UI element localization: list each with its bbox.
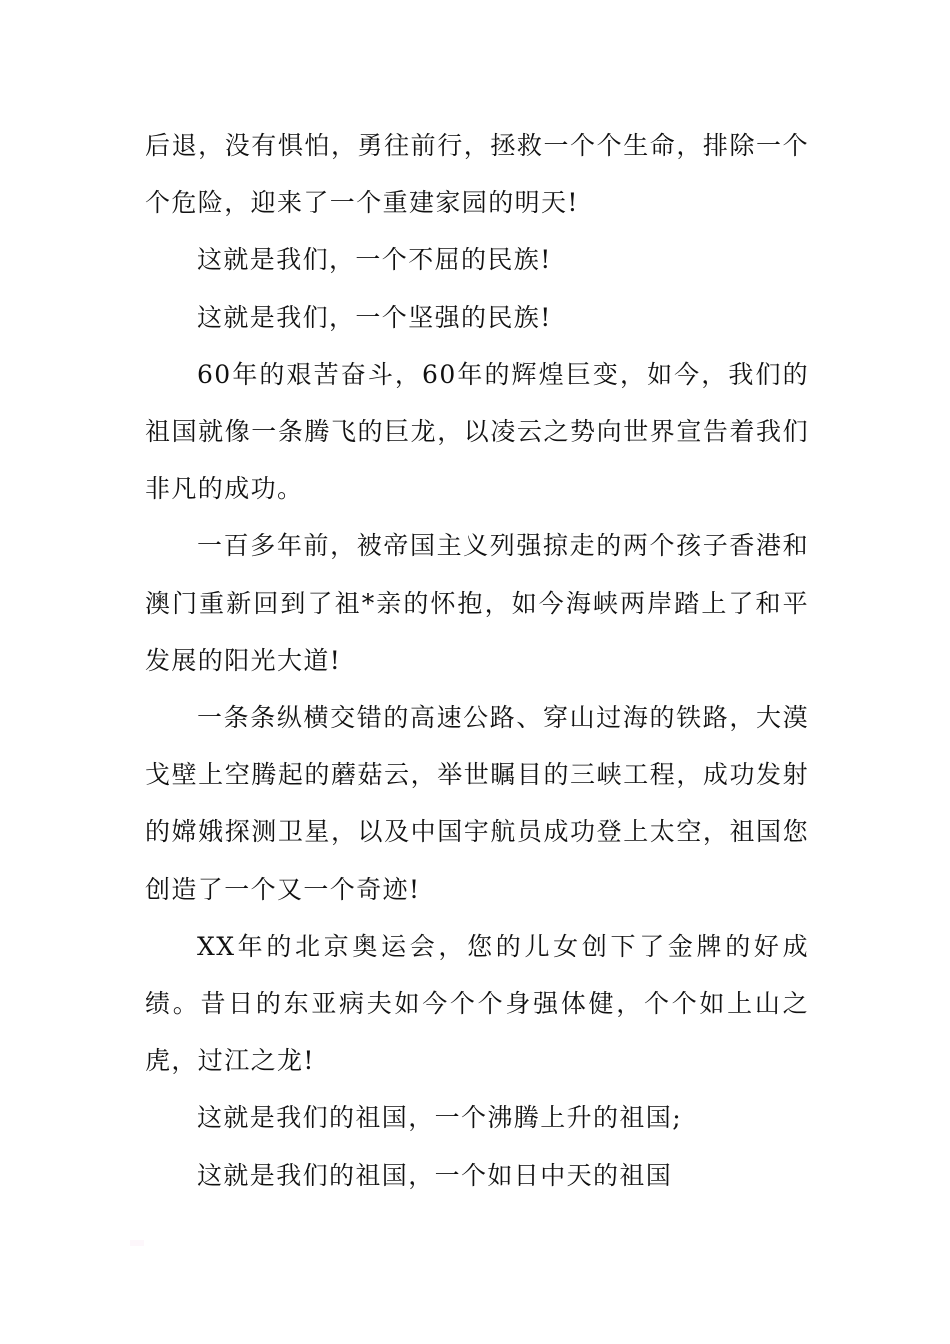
faint-page-mark: [130, 1240, 144, 1246]
paragraph-achievements: 一条条纵横交错的高速公路、穿山过海的铁路，大漠戈壁上空腾起的蘑菇云，举世瞩目的三峡工程，成功发射的嫦娥探测卫星，以及中国宇航员成功登上太空，祖国您创造了一个又一个奇迹!: [145, 703, 809, 904]
paragraph-sixty-years: 60年的艰苦奋斗，60年的辉煌巨变，如今，我们的祖国就像一条腾飞的巨龙，以凌云之势向世界宣告着我们非凡的成功。: [145, 359, 809, 504]
paragraph-zenith-motherland: 这就是我们的祖国，一个如日中天的祖国: [197, 1160, 673, 1190]
document-page: [145, 117, 809, 1204]
paragraph-strong-nation: 这就是我们，一个坚强的民族!: [197, 302, 552, 332]
paragraph-rescue: 后退，没有惧怕，勇往前行，拯救一个个生命，排除一个个危险，迎来了一个重建家园的明天!: [145, 131, 809, 218]
paragraph-hongkong-macau: 一百多年前，被帝国主义列强掠走的两个孩子香港和澳门重新回到了祖*亲的怀抱，如今海峡两岸踏上了和平发展的阳光大道!: [145, 531, 809, 675]
paragraph-rising-motherland: 这就是我们的祖国，一个沸腾上升的祖国;: [197, 1103, 683, 1133]
paragraph-olympics: XX年的北京奥运会，您的儿女创下了金牌的好成绩。昔日的东亚病夫如今个个身强体健，个个如上山之虎，过江之龙!: [145, 931, 809, 1076]
paragraph-unyielding-nation: 这就是我们，一个不屈的民族!: [197, 245, 552, 275]
